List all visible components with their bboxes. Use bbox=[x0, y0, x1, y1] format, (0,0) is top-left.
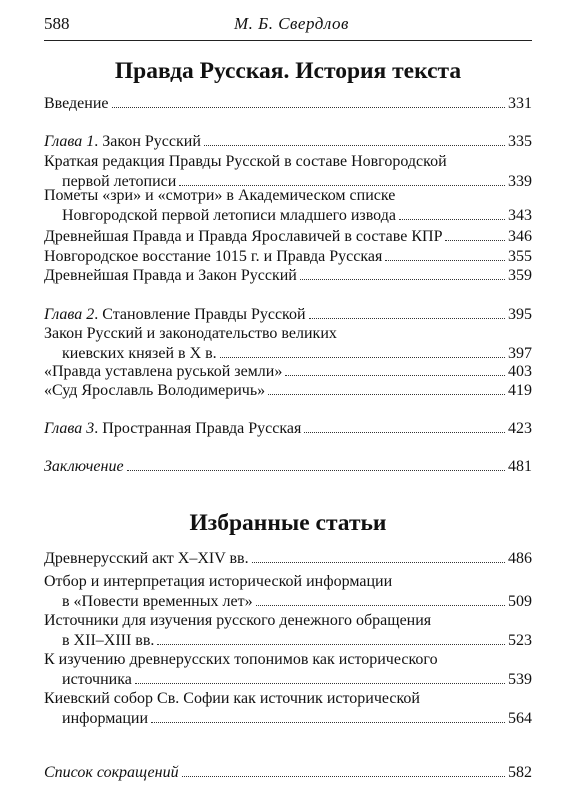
dot-leader bbox=[445, 239, 505, 241]
toc-entry[interactable] bbox=[44, 266, 532, 286]
toc-entry-title: Источники для изучения русского денежного обращения bbox=[44, 612, 432, 629]
toc-entry-title: К изучению древнерусских топонимов как исторического bbox=[44, 651, 438, 668]
toc-entry-page: 481 bbox=[508, 458, 532, 475]
toc-entry[interactable] bbox=[44, 305, 532, 325]
toc-entry-page: 423 bbox=[508, 420, 532, 437]
toc-entry-page: 509 bbox=[508, 593, 532, 610]
toc-entry[interactable] bbox=[44, 611, 532, 651]
toc-entry-title: . Пространная Правда Русская bbox=[94, 420, 302, 437]
toc-entry-title: Введение bbox=[44, 95, 109, 112]
toc-entry[interactable] bbox=[44, 186, 532, 226]
dot-leader bbox=[300, 278, 505, 280]
author-name: М. Б. Свердлов bbox=[234, 14, 349, 33]
dot-leader bbox=[204, 144, 505, 146]
toc-entry-title: Отбор и интерпретация исторической информации bbox=[44, 573, 393, 590]
toc-entry-page: 397 bbox=[508, 345, 532, 362]
toc-entry[interactable] bbox=[44, 763, 532, 783]
toc-entry-title: Новгородское восстание 1015 г. и Правда Русская bbox=[44, 248, 383, 265]
toc-entry-page: 419 bbox=[508, 382, 532, 399]
page-number: 588 bbox=[44, 14, 70, 33]
dot-leader bbox=[285, 374, 505, 376]
toc-entry-page: 395 bbox=[508, 306, 532, 323]
toc-entry-prefix: Глава 1 bbox=[44, 133, 95, 150]
toc-entry-prefix: Глава 3 bbox=[44, 420, 95, 437]
toc-entry-page: 331 bbox=[508, 95, 532, 112]
toc-entry-page: 523 bbox=[508, 632, 532, 649]
toc-entry-title: Пометы «зри» и «смотри» в Академическом списке bbox=[44, 187, 396, 204]
toc-entry[interactable] bbox=[44, 324, 532, 364]
toc-entry-page: 346 bbox=[508, 228, 532, 245]
toc-entry[interactable] bbox=[44, 549, 532, 569]
dot-leader bbox=[151, 721, 505, 723]
toc-entry-title: . Закон Русский bbox=[94, 133, 201, 150]
dot-leader bbox=[385, 259, 505, 261]
toc-entry-title: . Становление Правды Русской bbox=[94, 306, 306, 323]
section-title: Правда Русская. История текста bbox=[114, 58, 462, 84]
toc-entry[interactable] bbox=[44, 457, 532, 477]
toc-entry-title: Краткая редакция Правды Русской в составе Новгородской bbox=[44, 153, 447, 170]
dot-leader bbox=[268, 393, 505, 395]
toc-entry[interactable] bbox=[44, 419, 532, 439]
toc-entry[interactable] bbox=[44, 227, 532, 247]
running-head bbox=[44, 12, 532, 41]
toc-entry-page: 403 bbox=[508, 363, 532, 380]
dot-leader bbox=[182, 775, 505, 777]
toc-entry-page: 582 bbox=[508, 764, 532, 781]
dot-leader bbox=[304, 431, 505, 433]
toc-entry-title-cont: источника bbox=[62, 671, 132, 688]
toc-entry-title: Киевский собор Св. Софии как источник исторической bbox=[44, 690, 420, 707]
dot-leader bbox=[112, 106, 506, 108]
toc-entry-title-cont: Новгородской первой летописи младшего извода bbox=[62, 207, 396, 224]
toc-entry-title-cont: киевских князей в X в. bbox=[62, 345, 217, 362]
toc-entry-prefix: Заключение bbox=[44, 458, 124, 475]
toc-entry[interactable] bbox=[44, 94, 532, 114]
dot-leader bbox=[256, 604, 505, 606]
toc-entry-title: «Правда уставлена руськой земли» bbox=[44, 363, 283, 380]
dot-leader bbox=[220, 356, 505, 358]
toc-entry-title-cont: в XII–XIII вв. bbox=[62, 632, 155, 649]
toc-entry[interactable] bbox=[44, 650, 532, 690]
toc-entry[interactable] bbox=[44, 247, 532, 267]
toc-entry-page: 343 bbox=[508, 207, 532, 224]
toc-entry-page: 359 bbox=[508, 267, 532, 284]
toc-entry[interactable] bbox=[44, 381, 532, 401]
toc-entry[interactable] bbox=[44, 689, 532, 729]
section-title: Избранные статьи bbox=[189, 510, 387, 536]
dot-leader bbox=[127, 469, 505, 471]
toc-entry-title: «Суд Ярославль Володимеричь» bbox=[44, 382, 266, 399]
toc-entry-page: 335 bbox=[508, 133, 532, 150]
toc-entry[interactable] bbox=[44, 572, 532, 612]
dot-leader bbox=[157, 643, 505, 645]
toc-entry-title-cont: информации bbox=[62, 710, 149, 727]
toc-entry-title: Древнейшая Правда и Правда Ярославичей в составе КПР bbox=[44, 228, 443, 245]
toc-entry-page: 339 bbox=[508, 173, 532, 190]
dot-leader bbox=[252, 561, 505, 563]
toc-entry-title: Древнейшая Правда и Закон Русский bbox=[44, 267, 297, 284]
dot-leader bbox=[135, 682, 505, 684]
toc-entry-page: 355 bbox=[508, 248, 532, 265]
dot-leader bbox=[309, 317, 505, 319]
toc-entry[interactable] bbox=[44, 132, 532, 152]
toc-entry-prefix: Глава 2 bbox=[44, 306, 95, 323]
dot-leader bbox=[399, 218, 505, 220]
toc-entry-page: 539 bbox=[508, 671, 532, 688]
toc-entry-prefix: Список сокращений bbox=[44, 764, 179, 781]
toc-entry-title-cont: первой летописи bbox=[62, 173, 177, 190]
toc-entry-page: 486 bbox=[508, 550, 532, 567]
toc-entry-title: Закон Русский и законодательство великих bbox=[44, 325, 337, 342]
toc-entry-page: 564 bbox=[508, 710, 532, 727]
toc-entry-title-cont: в «Повести временных лет» bbox=[62, 593, 253, 610]
toc-entry-title: Древнерусский акт X–XIV вв. bbox=[44, 550, 249, 567]
toc-entry[interactable] bbox=[44, 362, 532, 382]
